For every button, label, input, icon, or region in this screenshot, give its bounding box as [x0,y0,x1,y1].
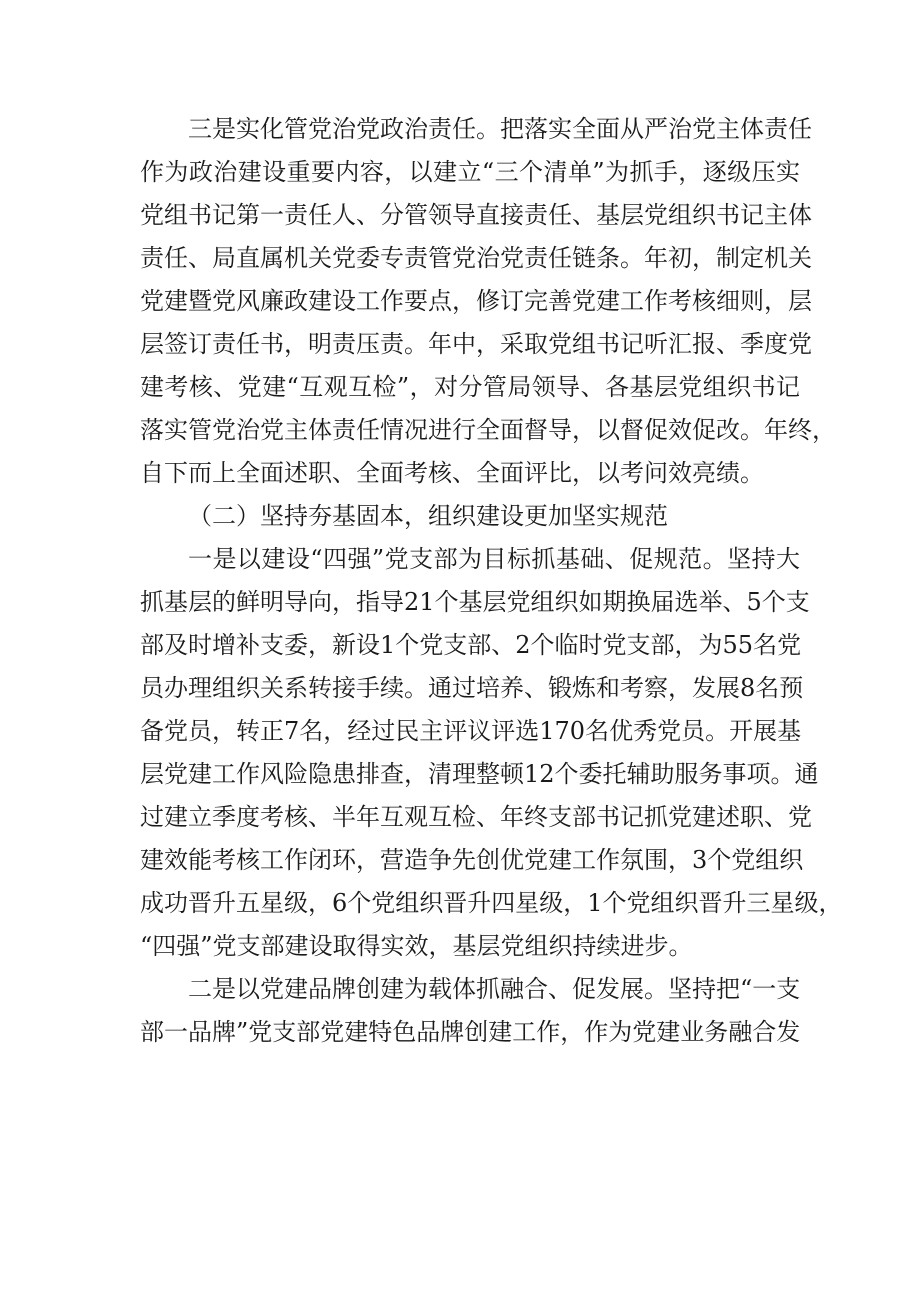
paragraph-party-brand [140,968,800,1054]
section-heading [140,495,800,538]
text-line: 建考核、党建“互观互检”，对分管局领导、各基层党组织书记 [140,373,800,401]
text-line: 党组书记第一责任人、分管领导直接责任、基层党组织书记主体 [140,201,812,229]
text-line: 建效能考核工作闭环，营造争先创优党建工作氛围，3个党组织 [140,846,804,874]
text-line: 成功晋升五星级，6个党组织晋升四星级，1个党组织晋升三星级， [140,889,843,917]
text-line: 三是实化管党治党政治责任。把落实全面从严治党主体责任 [188,115,812,143]
text-line: 责任、局直属机关党委专责管党治党责任链条。年初，制定机关 [140,244,812,272]
text-line: 过建立季度考核、半年互观互检、年终支部书记抓党建述职、党 [140,803,812,831]
text-line: 自下而上全面述职、全面考核、全面评比，以考问效亮绩。 [140,459,764,487]
text-line: 党建暨党风廉政建设工作要点，修订完善党建工作考核细则，层 [140,287,812,315]
text-line: 一是以建设“四强”党支部为目标抓基础、促规范。坚持大 [188,545,800,573]
text-line: 员办理组织关系转接手续。通过培养、锻炼和考察，发展8名预 [140,674,804,702]
text-line: 二是以党建品牌创建为载体抓融合、促发展。坚持把“一支 [188,975,801,1003]
text-line: 落实管党治党主体责任情况进行全面督导，以督促效促改。年终， [140,416,836,444]
paragraph-political-responsibility [140,108,836,495]
heading-line: （二）坚持夯基固本，组织建设更加坚实规范 [188,502,668,530]
document-body [140,108,843,1054]
text-line: 作为政治建设重要内容，以建立“三个清单”为抓手，逐级压实 [140,158,800,186]
paragraph-four-strong-branch [140,538,843,968]
text-line: 备党员，转正7名，经过民主评议评选170名优秀党员。开展基 [140,717,802,745]
text-line: 层签订责任书，明责压责。年中，采取党组书记听汇报、季度党 [140,330,812,358]
text-line: 部及时增补支委，新设1个党支部、2个临时党支部，为55名党 [140,631,802,659]
text-line: 抓基层的鲜明导向，指导21个基层党组织如期换届选举、5个支 [140,588,810,616]
text-line: “四强”党支部建设取得实效，基层党组织持续进步。 [140,932,693,960]
text-line: 部一品牌”党支部党建特色品牌创建工作，作为党建业务融合发 [140,1018,801,1046]
text-line: 层党建工作风险隐患排查，清理整顿12个委托辅助服务事项。通 [140,760,819,788]
